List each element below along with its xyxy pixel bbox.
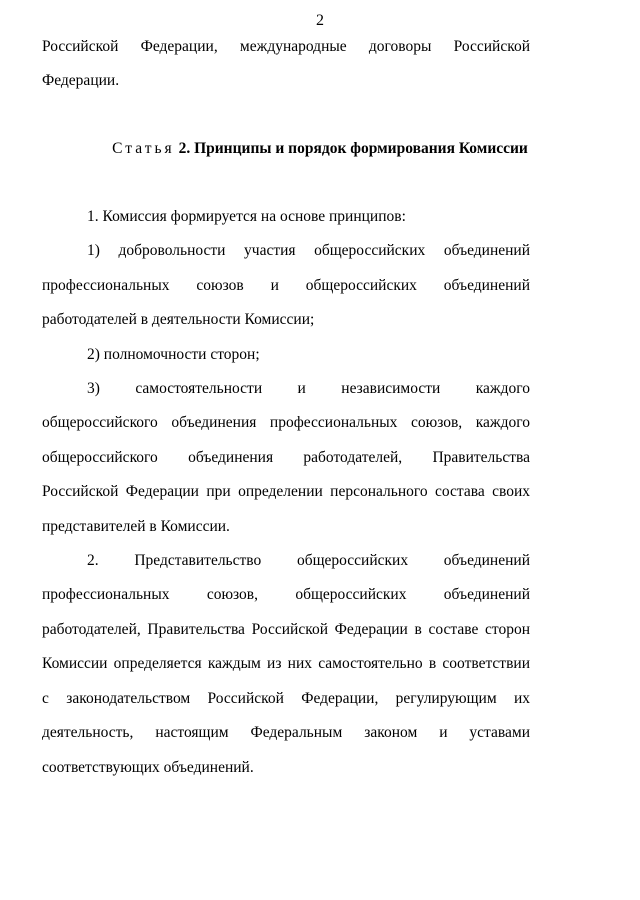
paragraph-5-line-7: соответствующих объединений. — [42, 758, 254, 776]
article-title: Принципы и порядок формирования Комиссии — [194, 140, 528, 157]
paragraph-4-line-4: Российской Федерации при определении персонального состава своих — [42, 483, 530, 501]
paragraph-4-line-1: 3) самостоятельности и независимости каждого — [87, 380, 530, 398]
paragraph-5-line-4: Комиссии определяется каждым из них самостоятельно в соответствии — [42, 655, 530, 673]
intro-line-2: Федерации. — [42, 72, 120, 90]
paragraph-4 — [42, 372, 530, 544]
paragraph-5-line-3: работодателей, Правительства Российской Федерации в составе сторон — [42, 620, 530, 638]
paragraph-2-line-3: работодателей в деятельности Комиссии; — [42, 311, 315, 329]
paragraph-4-line-3: общероссийского объединения работодателей, Правительства — [42, 448, 530, 466]
paragraph-1: 1. Комиссия формируется на основе принципов: — [87, 208, 406, 225]
paragraph-4-line-2: общероссийского объединения профессиональных союзов, каждого — [42, 414, 530, 432]
paragraph-5 — [42, 544, 530, 785]
paragraph-3: 2) полномочности сторон; — [87, 345, 260, 363]
article-number: 2. — [178, 140, 191, 157]
article-word: Статья — [112, 140, 175, 157]
paragraph-5-line-1: 2. Представительство общероссийских объединений — [87, 552, 530, 570]
intro-paragraph — [42, 30, 530, 99]
article-heading — [0, 140, 640, 158]
paragraph-5-line-6: деятельность, настоящим Федеральным законом и уставами — [42, 724, 530, 742]
intro-line-1: Российской Федерации, международные договоры Российской — [42, 38, 530, 55]
paragraph-5-line-5: с законодательством Российской Федерации, регулирующим их — [42, 689, 530, 707]
article-body — [42, 200, 530, 785]
paragraph-2-line-2: профессиональных союзов и общероссийских объединений — [42, 276, 530, 294]
paragraph-2 — [42, 234, 530, 337]
paragraph-2-line-1: 1) добровольности участия общероссийских объединений — [87, 242, 530, 260]
paragraph-4-line-5: представителей в Комиссии. — [42, 517, 230, 535]
paragraph-5-line-2: профессиональных союзов, общероссийских объединений — [42, 586, 530, 604]
page-number: 2 — [316, 12, 324, 29]
